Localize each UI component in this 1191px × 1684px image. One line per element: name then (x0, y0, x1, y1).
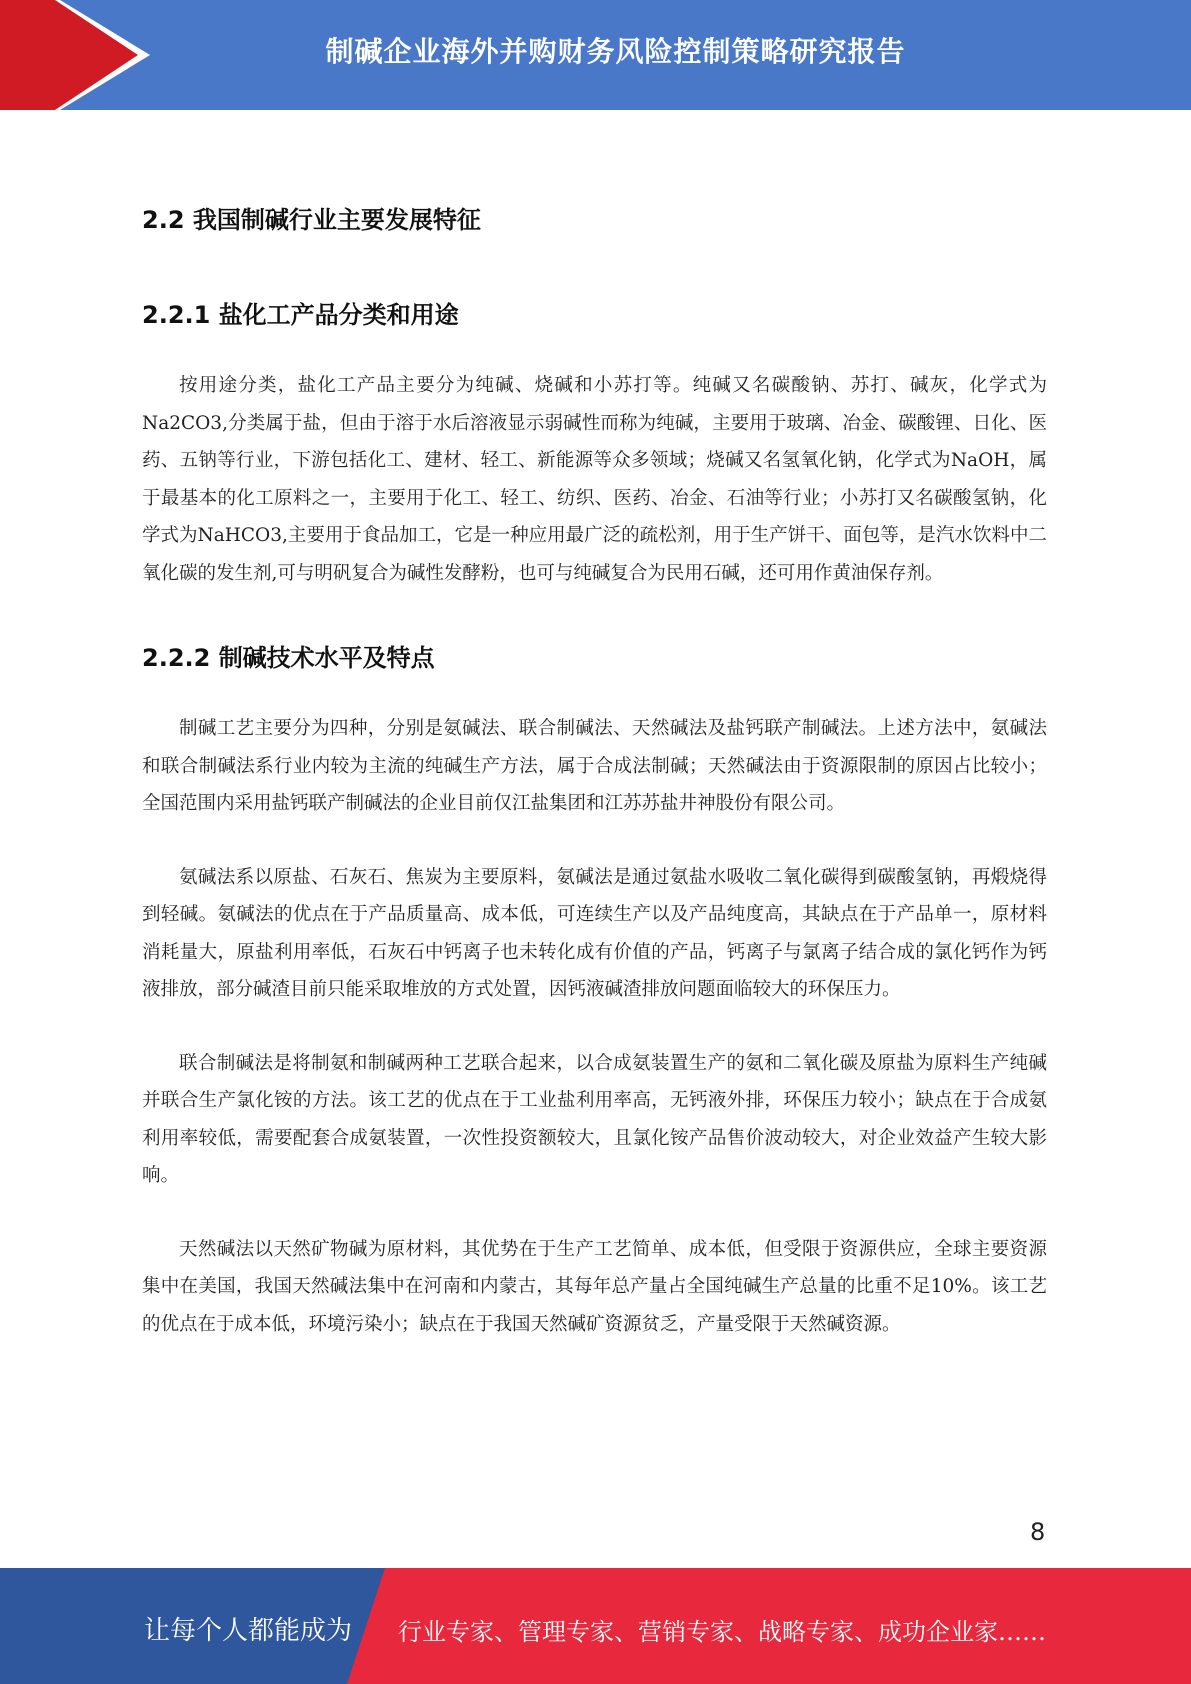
footer-slogan-right: 行业专家、管理专家、营销专家、战略专家、成功企业家…… (398, 1618, 1046, 1646)
subsection-heading-2-2-1: 2.2.1 盐化工产品分类和用途 (142, 301, 459, 329)
footer-slogan-left: 让每个人都能成为 (144, 1616, 353, 1646)
header-title: 制碱企业海外并购财务风险控制策略研究报告 (325, 35, 906, 68)
paragraph: 氨碱法系以原盐、石灰石、焦炭为主要原料，氨碱法是通过氨盐水吸收二氧化碳得到碳酸氢钠，再煅烧得到轻碱。氨碱法的优点在于产品质量高、成本低，可连续生产以及产品纯度高，其缺点在于产品单一，原材料消耗量大，原盐利用率低，石灰石中钙离子也未转化成有价值的产品，钙离子与氯离子结合成的氯化钙作为钙液排放，部分碱渣目前只能采取堆放的方式处置，因钙液碱渣排放问题面临较大的环保压力。 (142, 866, 1047, 1000)
page-header (0, 0, 1191, 110)
paragraph: 联合制碱法是将制氨和制碱两种工艺联合起来，以合成氨装置生产的氨和二氧化碳及原盐为原料生产纯碱并联合生产氯化铵的方法。该工艺的优点在于工业盐利用率高，无钙液外排，环保压力较小；缺点在于合成氨利用率较低，需要配套合成氨装置，一次性投资额较大，且氯化铵产品售价波动较大，对企业效益产生较大影响。 (142, 1052, 1047, 1186)
paragraph: 按用途分类，盐化工产品主要分为纯碱、烧碱和小苏打等。纯碱又名碳酸钠、苏打、碱灰，化学式为Na2CO3,分类属于盐，但由于溶于水后溶液显示弱碱性而称为纯碱，主要用于玻璃、冶金、碳酸锂、日化、医药、五钠等行业，下游包括化工、建材、轻工、新能源等众多领域；烧碱又名氢氧化钠，化学式为NaOH，属于最基本的化工原料之一，主要用于化工、轻工、纺织、医药、冶金、石油等行业；小苏打又名碳酸氢钠，化学式为NaHCO3,主要用于食品加工，它是一种应用最广泛的疏松剂，用于生产饼干、面包等，是汽水饮料中二氧化碳的发生剂,可与明矾复合为碱性发酵粉，也可与纯碱复合为民用石碱，还可用作黄油保存剂。 (142, 375, 1047, 584)
page-number: 8 (1030, 1518, 1046, 1546)
subsection-heading-2-2-2: 2.2.2 制碱技术水平及特点 (142, 644, 435, 672)
section-heading: 2.2 我国制碱行业主要发展特征 (142, 206, 481, 234)
page-footer (0, 1568, 1191, 1684)
paragraph: 制碱工艺主要分为四种，分别是氨碱法、联合制碱法、天然碱法及盐钙联产制碱法。上述方法中，氨碱法和联合制碱法系行业内较为主流的纯碱生产方法，属于合成法制碱；天然碱法由于资源限制的原因占比较小；全国范围内采用盐钙联产制碱法的企业目前仅江盐集团和江苏苏盐井神股份有限公司。 (142, 718, 1047, 814)
paragraph: 天然碱法以天然矿物碱为原材料，其优势在于生产工艺简单、成本低，但受限于资源供应，全球主要资源集中在美国，我国天然碱法集中在河南和内蒙古，其每年总产量占全国纯碱生产总量的比重不足10%。该工艺的优点在于成本低，环境污染小；缺点在于我国天然碱矿资源贫乏，产量受限于天然碱资源。 (142, 1238, 1047, 1335)
document-body (142, 190, 1047, 1379)
